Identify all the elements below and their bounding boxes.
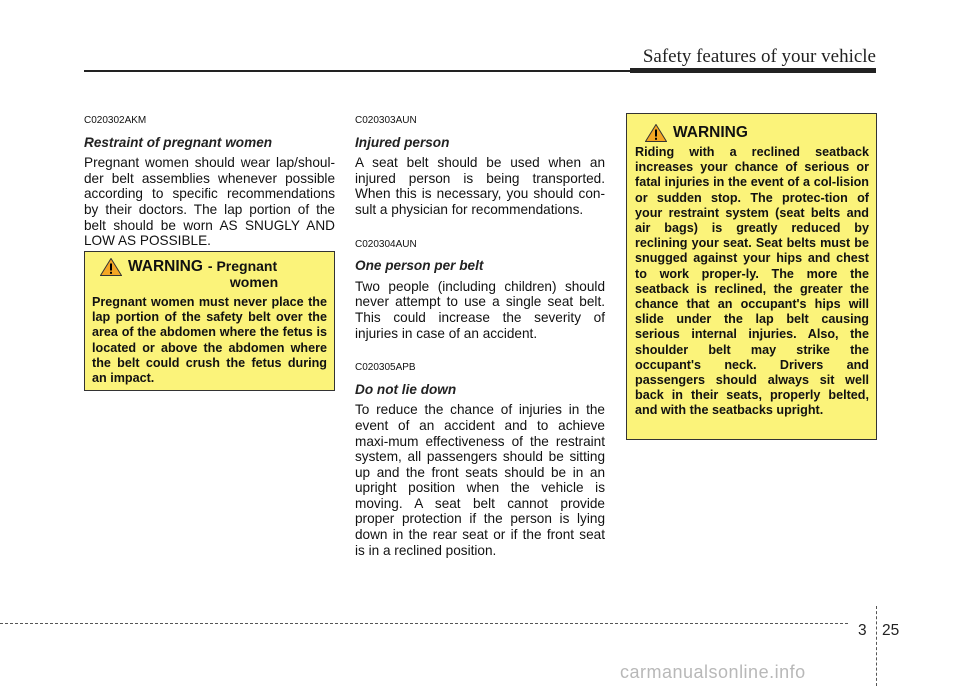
footer-rule: [0, 623, 848, 624]
section-heading: One person per belt: [355, 258, 484, 274]
section-body: To reduce the chance of injuries in the event of an accident and to achieve maxi-mum effectiveness of the restraint system, all passengers should be sitting up and the front seats should be in an upright position when the vehicle is moving. A seat belt cannot provide proper protection if the person is lying down in the rear seat or if the front seat is in a reclined position.: [355, 402, 605, 558]
header-rule-accent: [630, 68, 876, 73]
section-code: C020304AUN: [355, 238, 417, 250]
section-heading: Injured person: [355, 134, 450, 150]
section-body: Two people (including children) should never attempt to use a single seat belt. This could increase the severity of injuries in case of an accident.: [355, 278, 605, 341]
footer-divider: [876, 606, 877, 686]
warning-box-pregnant: [84, 251, 335, 391]
watermark: carmanualsonline.info: [620, 662, 806, 682]
section-code: C020305APB: [355, 362, 416, 374]
warning-triangle-icon: [645, 124, 667, 142]
warning-title-row: [92, 258, 327, 290]
section-body: A seat belt should be used when an injured person is being transported. When this is necessary, you should con-sult a physician for recommendations.: [355, 155, 605, 217]
section-body: Pregnant women should wear lap/shoul-der belt assemblies whenever possible according to specific recommendations by their doctors. The lap portion of the belt should be worn AS SNUGLY AND LOW AS POSSIBLE.: [84, 155, 335, 249]
page-header-title: Safety features of your vehicle: [642, 46, 876, 67]
middle-column: [355, 113, 605, 558]
chapter-number: 3: [858, 622, 867, 639]
warning-triangle-icon: [100, 258, 122, 276]
section-heading: Do not lie down: [355, 381, 457, 397]
section-code: C020303AUN: [355, 115, 417, 126]
section-code: C020302AKM: [84, 115, 147, 126]
warning-subtitle: - Pregnant women: [207, 258, 279, 290]
page-number: 25: [882, 622, 900, 639]
warning-body: Pregnant women must never place the lap portion of the safety belt over the area of the abdomen where the fetus is located or above the abdomen where the belt could crush the fetus during an impact.: [92, 295, 327, 386]
left-column: [84, 113, 335, 249]
warning-box-reclined: [626, 113, 877, 440]
warning-body: Riding with a reclined seatback increases your chance of serious or fatal injuries in the event of a col-lision or sudden stop. The protec-tion of your restraint system (seat belts and air bags) is greatly reduced by reclining your seat. Seat belts must be snugged against your hips and chest to work proper-ly. The more the seatback is reclined, the greater the chance that an occupant's hips will slide under the lap belt causing serious internal injuries. Also, the shoulder belt may strike the occupant's neck. Drivers and passengers should always sit well back in their seats, properly belted, and with the seatbacks upright.: [635, 145, 869, 418]
warning-title: WARNING: [128, 258, 203, 275]
section-heading: Restraint of pregnant women: [84, 134, 273, 150]
warning-title: WARNING: [673, 124, 748, 141]
warning-title-row: [635, 124, 869, 142]
